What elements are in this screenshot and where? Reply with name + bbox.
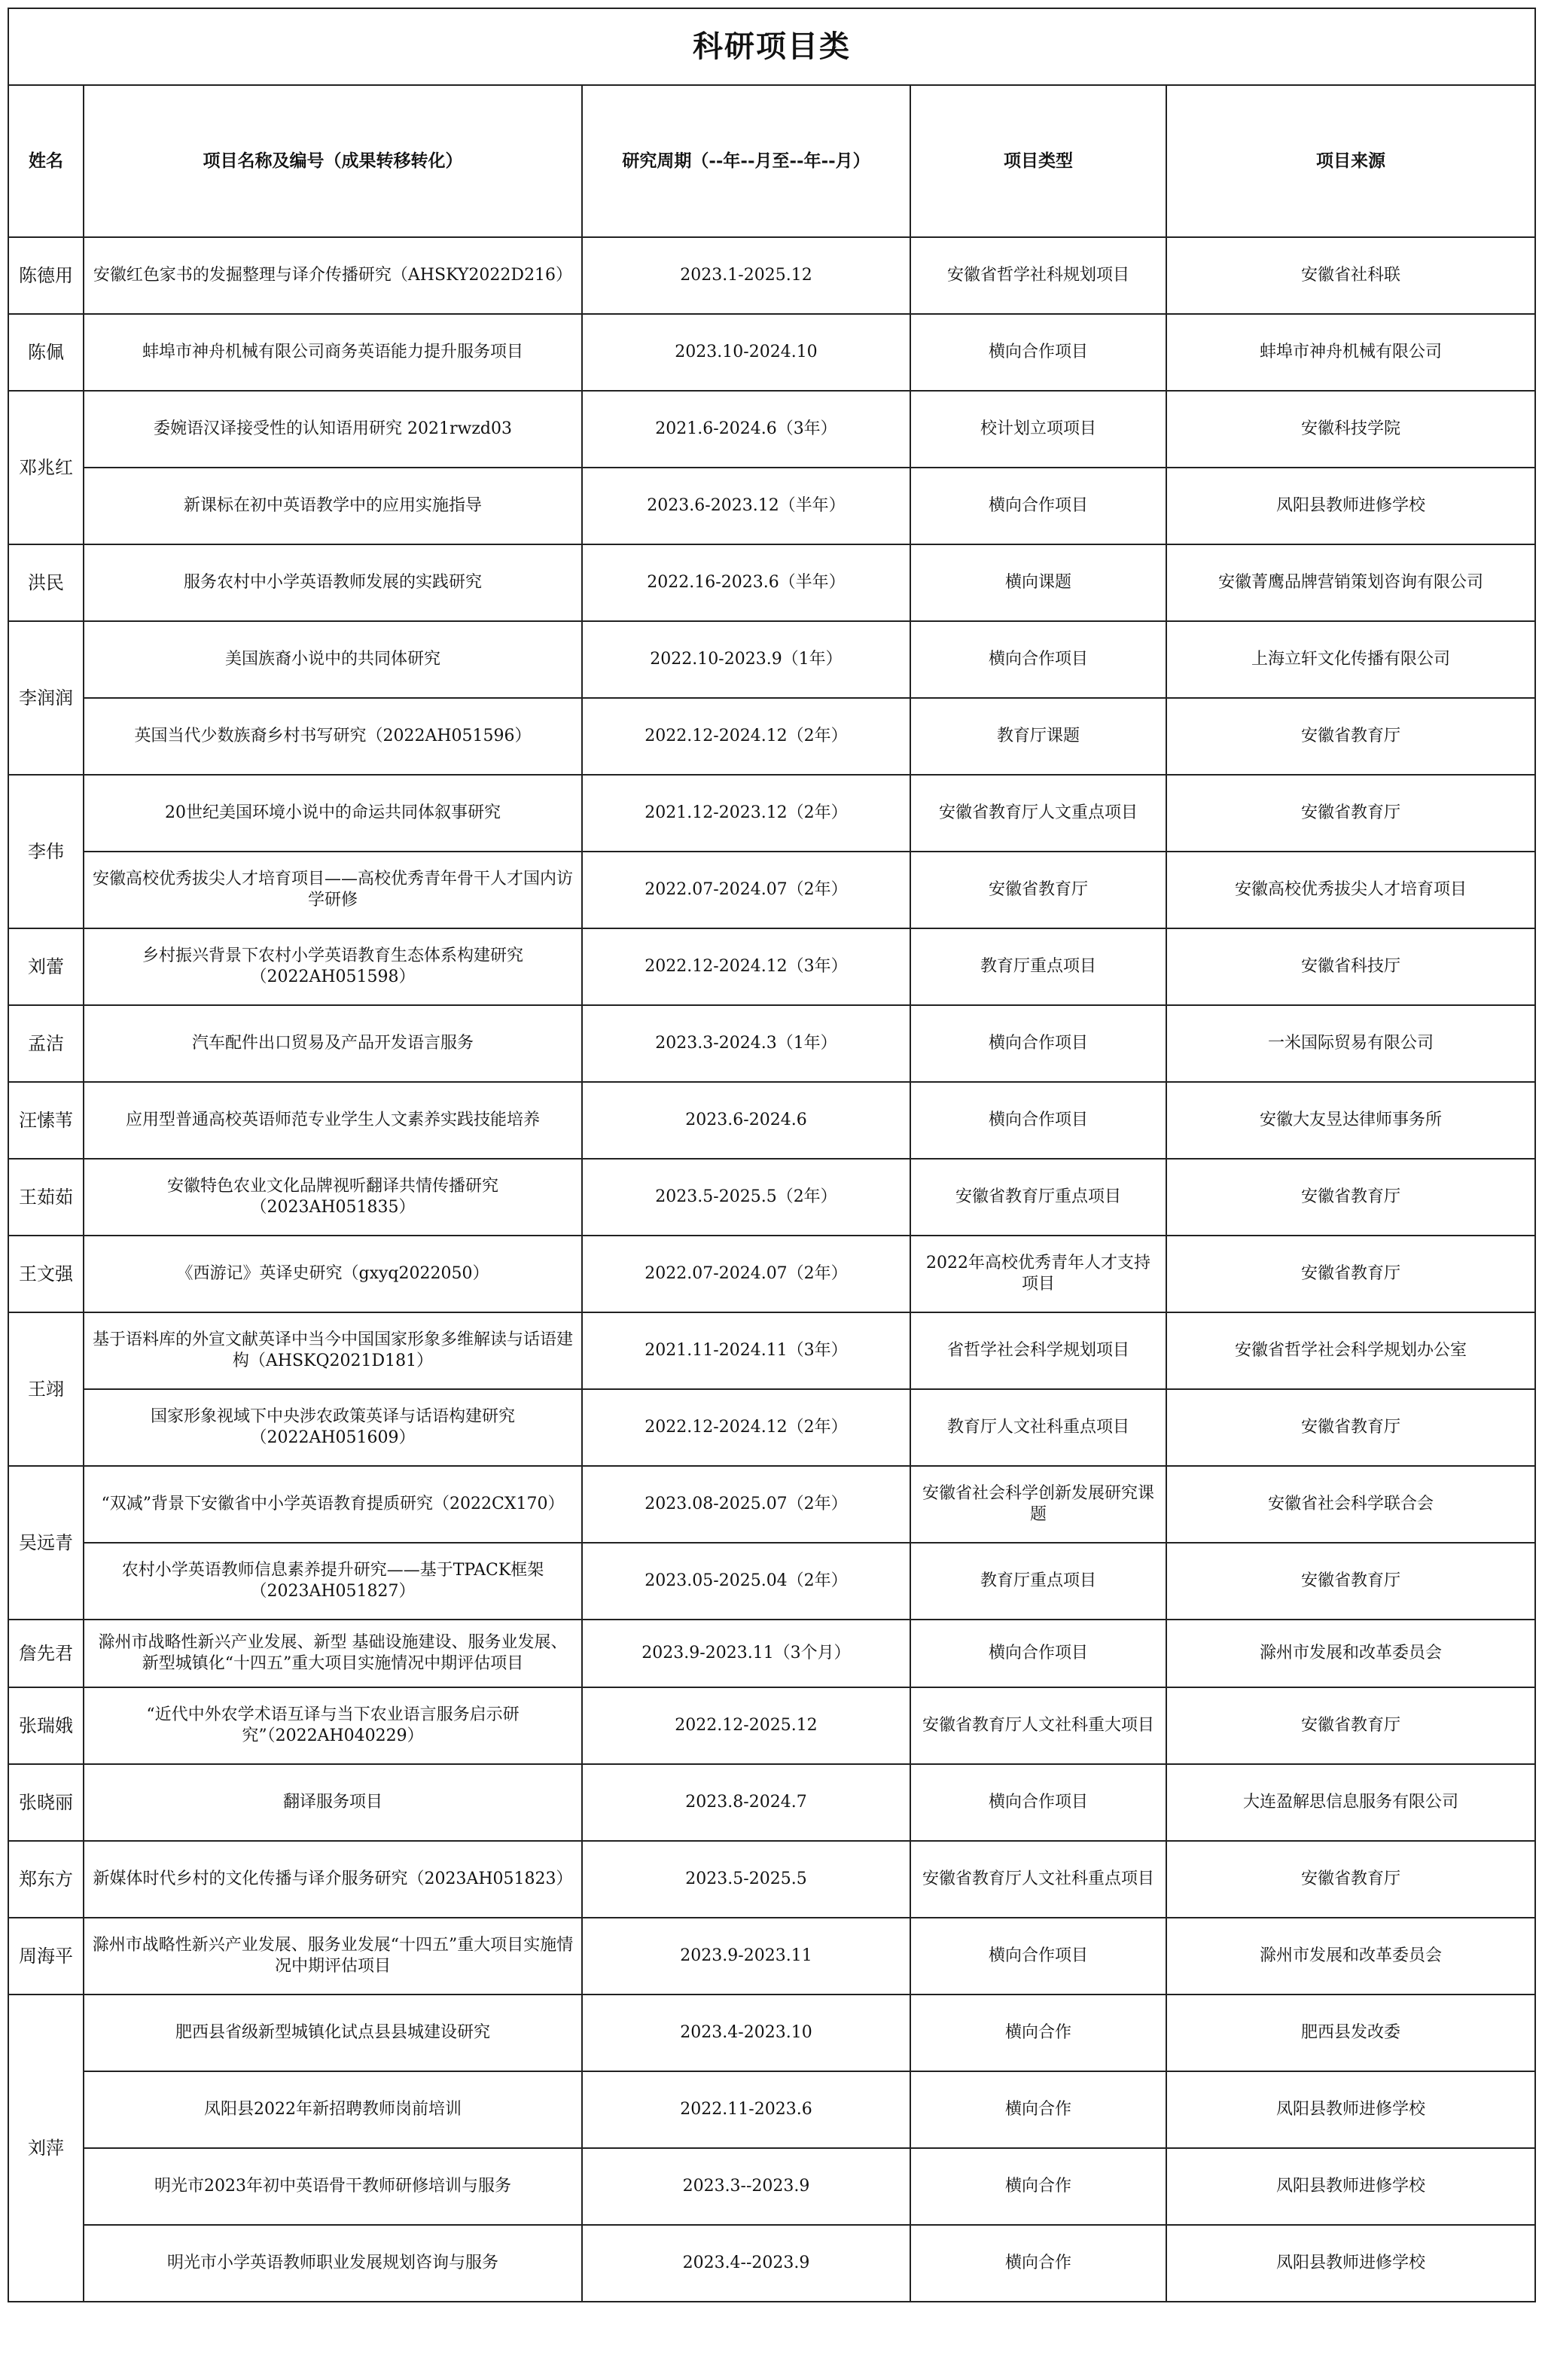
cell-period: 2023.6-2023.12（半年）: [582, 468, 910, 544]
cell-project: 明光市小学英语教师职业发展规划咨询与服务: [84, 2225, 582, 2302]
cell-type: 安徽省教育厅人文社科重大项目: [910, 1687, 1166, 1764]
cell-period: 2023.8-2024.7: [582, 1764, 910, 1841]
cell-project: 农村小学英语教师信息素养提升研究——基于TPACK框架（2023AH051827）: [84, 1543, 582, 1620]
cell-period: 2022.16-2023.6（半年）: [582, 544, 910, 621]
header-type: 项目类型: [910, 85, 1166, 237]
cell-name: 孟洁: [8, 1005, 84, 1082]
table-row: [8, 1620, 1535, 1687]
cell-name: 郑东方: [8, 1841, 84, 1918]
cell-name: 陈德用: [8, 237, 84, 314]
table-row: [8, 1236, 1535, 1312]
cell-source: 一米国际贸易有限公司: [1166, 1005, 1535, 1082]
cell-type: 安徽省教育厅人文重点项目: [910, 775, 1166, 852]
cell-period: 2021.6-2024.6（3年）: [582, 391, 910, 468]
cell-period: 2021.12-2023.12（2年）: [582, 775, 910, 852]
cell-name: 吴远青: [8, 1466, 84, 1620]
cell-type: 横向课题: [910, 544, 1166, 621]
cell-period: 2023.6-2024.6: [582, 1082, 910, 1159]
header-source: 项目来源: [1166, 85, 1535, 237]
cell-project: “双减”背景下安徽省中小学英语教育提质研究（2022CX170）: [84, 1466, 582, 1543]
cell-period: 2022.12-2024.12（3年）: [582, 928, 910, 1005]
cell-period: 2022.12-2024.12（2年）: [582, 698, 910, 775]
cell-period: 2023.4--2023.9: [582, 2225, 910, 2302]
cell-project: 安徽特色农业文化品牌视听翻译共情传播研究（2023AH051835）: [84, 1159, 582, 1236]
cell-source: 安徽省教育厅: [1166, 1159, 1535, 1236]
cell-type: 横向合作项目: [910, 1620, 1166, 1687]
cell-project: “近代中外农学术语互译与当下农业语言服务启示研究”（2022AH040229）: [84, 1687, 582, 1764]
table-row: [8, 1005, 1535, 1082]
cell-project: 美国族裔小说中的共同体研究: [84, 621, 582, 698]
cell-type: 横向合作项目: [910, 1918, 1166, 1995]
cell-type: 安徽省教育厅人文社科重点项目: [910, 1841, 1166, 1918]
table-row: [8, 2225, 1535, 2302]
header-name: 姓名: [8, 85, 84, 237]
table-row: [8, 2148, 1535, 2225]
cell-type: 安徽省教育厅重点项目: [910, 1159, 1166, 1236]
cell-type: 校计划立项项目: [910, 391, 1166, 468]
table-row: [8, 1312, 1535, 1389]
cell-period: 2023.5-2025.5（2年）: [582, 1159, 910, 1236]
table-row: [8, 698, 1535, 775]
cell-source: 凤阳县教师进修学校: [1166, 2071, 1535, 2148]
cell-type: 省哲学社会科学规划项目: [910, 1312, 1166, 1389]
projects-table: [8, 8, 1536, 2302]
cell-name: 汪愫苇: [8, 1082, 84, 1159]
table-row: [8, 621, 1535, 698]
table-row: [8, 1466, 1535, 1543]
table-row: [8, 1543, 1535, 1620]
table-row: [8, 1687, 1535, 1764]
cell-type: 教育厅重点项目: [910, 928, 1166, 1005]
cell-project: 凤阳县2022年新招聘教师岗前培训: [84, 2071, 582, 2148]
table-row: [8, 468, 1535, 544]
cell-project: 蚌埠市神舟机械有限公司商务英语能力提升服务项目: [84, 314, 582, 391]
cell-source: 安徽省社科联: [1166, 237, 1535, 314]
table-row: [8, 1764, 1535, 1841]
header-period: 研究周期（--年--月至--年--月）: [582, 85, 910, 237]
cell-source: 安徽省教育厅: [1166, 1841, 1535, 1918]
cell-type: 2022年高校优秀青年人才支持项目: [910, 1236, 1166, 1312]
cell-type: 横向合作项目: [910, 1764, 1166, 1841]
table-row: [8, 1995, 1535, 2071]
cell-source: 凤阳县教师进修学校: [1166, 468, 1535, 544]
cell-source: 安徽大友昱达律师事务所: [1166, 1082, 1535, 1159]
cell-type: 教育厅人文社科重点项目: [910, 1389, 1166, 1466]
cell-name: 洪民: [8, 544, 84, 621]
cell-period: 2022.10-2023.9（1年）: [582, 621, 910, 698]
cell-name: 邓兆红: [8, 391, 84, 544]
sheet-title: 科研项目类: [8, 8, 1535, 85]
cell-period: 2023.9-2023.11（3个月）: [582, 1620, 910, 1687]
cell-period: 2023.3--2023.9: [582, 2148, 910, 2225]
cell-source: 凤阳县教师进修学校: [1166, 2225, 1535, 2302]
table-row: [8, 237, 1535, 314]
cell-project: 新课标在初中英语教学中的应用实施指导: [84, 468, 582, 544]
table-row: [8, 2071, 1535, 2148]
cell-name: 王文强: [8, 1236, 84, 1312]
cell-source: 蚌埠市神舟机械有限公司: [1166, 314, 1535, 391]
table-row: [8, 1159, 1535, 1236]
cell-name: 张晓丽: [8, 1764, 84, 1841]
cell-period: 2023.08-2025.07（2年）: [582, 1466, 910, 1543]
cell-type: 横向合作: [910, 2148, 1166, 2225]
cell-source: 安徽省教育厅: [1166, 775, 1535, 852]
cell-project: 《西游记》英译史研究（gxyq2022050）: [84, 1236, 582, 1312]
cell-period: 2022.07-2024.07（2年）: [582, 1236, 910, 1312]
cell-period: 2022.07-2024.07（2年）: [582, 852, 910, 928]
header-project: 项目名称及编号（成果转移转化）: [84, 85, 582, 237]
cell-name: 陈佩: [8, 314, 84, 391]
cell-source: 滁州市发展和改革委员会: [1166, 1620, 1535, 1687]
cell-source: 安徽高校优秀拔尖人才培育项目: [1166, 852, 1535, 928]
cell-source: 安徽省科技厅: [1166, 928, 1535, 1005]
cell-name: 周海平: [8, 1918, 84, 1995]
cell-project: 肥西县省级新型城镇化试点县县城建设研究: [84, 1995, 582, 2071]
cell-period: 2022.12-2025.12: [582, 1687, 910, 1764]
cell-period: 2021.11-2024.11（3年）: [582, 1312, 910, 1389]
cell-type: 横向合作项目: [910, 1082, 1166, 1159]
cell-type: 横向合作: [910, 2225, 1166, 2302]
cell-source: 安徽菁鹰品牌营销策划咨询有限公司: [1166, 544, 1535, 621]
cell-name: 刘蕾: [8, 928, 84, 1005]
cell-source: 安徽省教育厅: [1166, 698, 1535, 775]
cell-type: 安徽省教育厅: [910, 852, 1166, 928]
table-row: [8, 1841, 1535, 1918]
cell-source: 上海立轩文化传播有限公司: [1166, 621, 1535, 698]
cell-type: 横向合作项目: [910, 1005, 1166, 1082]
cell-type: 教育厅课题: [910, 698, 1166, 775]
cell-source: 安徽省社会科学联合会: [1166, 1466, 1535, 1543]
cell-period: 2023.5-2025.5: [582, 1841, 910, 1918]
cell-source: 安徽省教育厅: [1166, 1389, 1535, 1466]
cell-type: 横向合作项目: [910, 314, 1166, 391]
cell-type: 教育厅重点项目: [910, 1543, 1166, 1620]
table-row: [8, 391, 1535, 468]
cell-source: 安徽省教育厅: [1166, 1236, 1535, 1312]
cell-project: 委婉语汉译接受性的认知语用研究 2021rwzd03: [84, 391, 582, 468]
table-row: [8, 775, 1535, 852]
cell-project: 新媒体时代乡村的文化传播与译介服务研究（2023AH051823）: [84, 1841, 582, 1918]
cell-type: 横向合作: [910, 2071, 1166, 2148]
cell-source: 肥西县发改委: [1166, 1995, 1535, 2071]
table-row: [8, 852, 1535, 928]
cell-type: 横向合作项目: [910, 468, 1166, 544]
cell-project: 乡村振兴背景下农村小学英语教育生态体系构建研究（2022AH051598）: [84, 928, 582, 1005]
cell-type: 横向合作项目: [910, 621, 1166, 698]
cell-project: 英国当代少数族裔乡村书写研究（2022AH051596）: [84, 698, 582, 775]
cell-project: 国家形象视域下中央涉农政策英译与话语构建研究（2022AH051609）: [84, 1389, 582, 1466]
cell-period: 2023.05-2025.04（2年）: [582, 1543, 910, 1620]
cell-period: 2023.1-2025.12: [582, 237, 910, 314]
cell-source: 滁州市发展和改革委员会: [1166, 1918, 1535, 1995]
cell-source: 凤阳县教师进修学校: [1166, 2148, 1535, 2225]
cell-project: 应用型普通高校英语师范专业学生人文素养实践技能培养: [84, 1082, 582, 1159]
cell-period: 2022.12-2024.12（2年）: [582, 1389, 910, 1466]
cell-project: 基于语料库的外宣文献英译中当今中国国家形象多维解读与话语建构（AHSKQ2021D181）: [84, 1312, 582, 1389]
cell-source: 安徽省教育厅: [1166, 1687, 1535, 1764]
cell-project: 滁州市战略性新兴产业发展、服务业发展“十四五”重大项目实施情况中期评估项目: [84, 1918, 582, 1995]
cell-project: 20世纪美国环境小说中的命运共同体叙事研究: [84, 775, 582, 852]
cell-period: 2022.11-2023.6: [582, 2071, 910, 2148]
cell-period: 2023.3-2024.3（1年）: [582, 1005, 910, 1082]
cell-name: 王翊: [8, 1312, 84, 1466]
cell-project: 安徽高校优秀拔尖人才培育项目——高校优秀青年骨干人才国内访学研修: [84, 852, 582, 928]
header-row: [8, 85, 1535, 237]
table-row: [8, 1389, 1535, 1466]
cell-name: 李伟: [8, 775, 84, 928]
cell-type: 安徽省社会科学创新发展研究课题: [910, 1466, 1166, 1543]
cell-name: 刘萍: [8, 1995, 84, 2302]
cell-source: 安徽省哲学社会科学规划办公室: [1166, 1312, 1535, 1389]
cell-period: 2023.4-2023.10: [582, 1995, 910, 2071]
research-projects-sheet: [8, 8, 1534, 2302]
cell-project: 明光市2023年初中英语骨干教师研修培训与服务: [84, 2148, 582, 2225]
cell-project: 滁州市战略性新兴产业发展、新型 基础设施建设、服务业发展、新型城镇化“十四五”重大项目实施情况中期评估项目: [84, 1620, 582, 1687]
table-row: [8, 1082, 1535, 1159]
table-row: [8, 928, 1535, 1005]
cell-period: 2023.10-2024.10: [582, 314, 910, 391]
cell-name: 李润润: [8, 621, 84, 775]
cell-name: 张瑞娥: [8, 1687, 84, 1764]
cell-source: 大连盈解思信息服务有限公司: [1166, 1764, 1535, 1841]
cell-type: 横向合作: [910, 1995, 1166, 2071]
cell-project: 安徽红色家书的发掘整理与译介传播研究（AHSKY2022D216）: [84, 237, 582, 314]
table-row: [8, 1918, 1535, 1995]
cell-name: 王茹茹: [8, 1159, 84, 1236]
table-row: [8, 544, 1535, 621]
cell-source: 安徽科技学院: [1166, 391, 1535, 468]
cell-project: 服务农村中小学英语教师发展的实践研究: [84, 544, 582, 621]
cell-period: 2023.9-2023.11: [582, 1918, 910, 1995]
table-row: [8, 314, 1535, 391]
cell-project: 汽车配件出口贸易及产品开发语言服务: [84, 1005, 582, 1082]
cell-type: 安徽省哲学社科规划项目: [910, 237, 1166, 314]
cell-project: 翻译服务项目: [84, 1764, 582, 1841]
cell-name: 詹先君: [8, 1620, 84, 1687]
cell-source: 安徽省教育厅: [1166, 1543, 1535, 1620]
